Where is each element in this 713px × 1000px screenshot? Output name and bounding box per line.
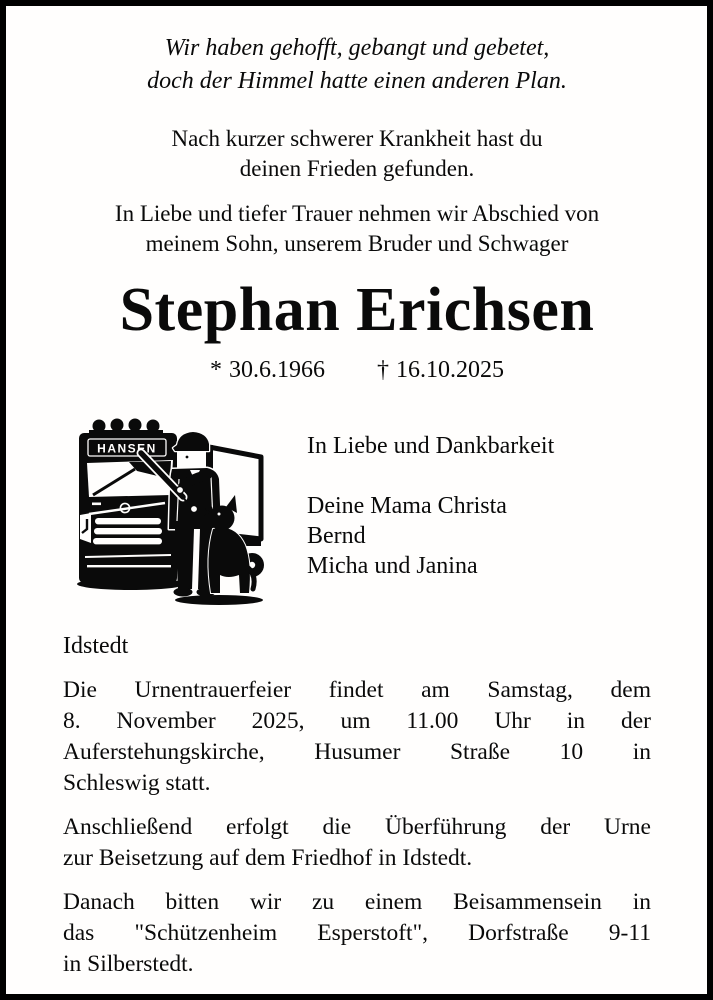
memorial-row [63,417,651,611]
opening-quote [63,32,651,98]
obituary-page [6,6,707,994]
life-dates [63,355,651,385]
intro-line: deinen Frieden gefunden. [239,156,475,181]
mourner-name: Bernd [307,523,366,549]
announcement-line: Schleswig statt. [63,770,211,796]
death-cross-symbol: † [377,357,389,383]
farewell-text [63,199,651,259]
death-date-value: 16.10.2025 [396,357,504,383]
announcement-line: in Silberstedt. [63,951,194,977]
announcement-line: 8. November 2025, um 11.00 Uhr in der [63,708,651,734]
burial-announcement [63,812,651,874]
mourner-name: Micha und Janina [307,553,478,579]
announcement-line: zur Beisetzung auf dem Friedhof in Idstedt. [63,845,473,871]
quote-line: Wir haben gehofft, gebangt und gebetet, [164,35,550,61]
truck-driver-dog-illustration [73,417,269,609]
truck-sign-text: HANSEN [97,441,157,456]
birth-date [210,355,325,385]
gathering-announcement [63,887,651,980]
condolence-block [307,431,554,581]
intro-line: Nach kurzer schwerer Krankheit hast du [171,126,543,151]
birth-date-value: 30.6.1966 [229,357,325,383]
announcement-line: das "Schützenheim Esperstoft", Dorfstraße 9-11 [63,920,651,946]
death-date [377,355,504,385]
deceased-name: Stephan Erichsen [119,276,595,344]
announcement-line: Die Urnentrauerfeier findet am Samstag, dem [63,677,651,703]
announcement-line: Anschließend erfolgt die Überführung der Urne [63,814,651,840]
farewell-line: meinem Sohn, unserem Bruder und Schwager [145,231,569,256]
mourner-name: Deine Mama Christa [307,493,507,519]
condolence-heading: In Liebe und Dankbarkeit [307,433,555,459]
funeral-announcement [63,675,651,799]
birth-star-symbol: * [210,357,222,383]
quote-line: doch der Himmel hatte einen anderen Plan. [147,68,567,94]
intro-text [63,124,651,184]
announcement-line: Auferstehungskirche, Husumer Straße 10 in [63,739,651,765]
announcement-line: Danach bitten wir zu einem Beisammensein in [63,889,651,915]
place-name: Idstedt [63,633,129,659]
farewell-line: In Liebe und tiefer Trauer nehmen wir Abschied von [114,201,600,226]
